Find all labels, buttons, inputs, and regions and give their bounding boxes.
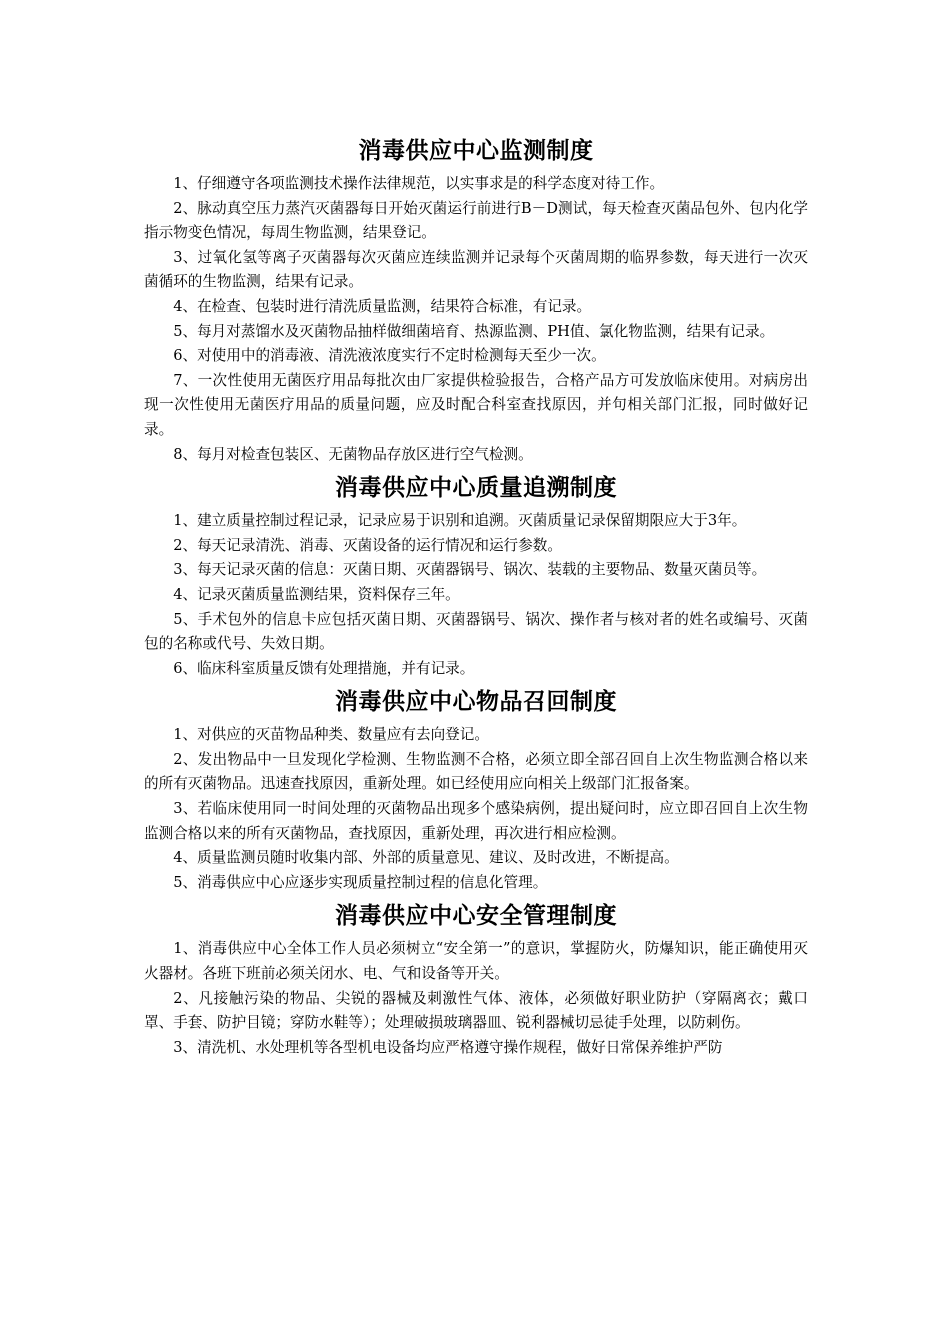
paragraph: 1、建立质量控制过程记录，记录应易于识别和追溯。灭菌质量记录保留期限应大于3年。 (173, 512, 747, 530)
paragraph: 3、清洗机、水处理机等各型机电设备均应严格遵守操作规程，做好日常保养维护严防 (173, 1038, 723, 1056)
section-title: 消毒供应中心物品召回制度 (335, 689, 617, 716)
paragraph: 2、发出物品中一旦发现化学检测、生物监测不合格，必须立即全部召回自上次生物监测合格以来的所有灭菌物品。迅速查找原因，重新处理。如已经使用应向相关上级部门汇报备案。 (144, 750, 808, 793)
paragraph: 1、消毒供应中心全体工作人员必须树立“安全第一”的意识，掌握防火，防爆知识，能正确使用灭火器材。各班下班前必须关闭水、电、气和设备等开关。 (144, 940, 808, 983)
section-title: 消毒供应中心监测制度 (358, 138, 594, 164)
paragraph: 8、每月对检查包装区、无菌物品存放区进行空气检测。 (173, 445, 533, 463)
paragraph: 2、脉动真空压力蒸汽灭菌器每日开始灭菌运行前进行B－D测试，每天检查灭菌品包外、包内化学指示物变色情况，每周生物监测，结果登记。 (144, 199, 808, 242)
document-body (144, 130, 808, 1060)
paragraph: 5、消毒供应中心应逐步实现质量控制过程的信息化管理。 (173, 873, 548, 891)
paragraph: 1、仔细遵守各项监测技术操作法律规范，以实事求是的科学态度对待工作。 (173, 175, 665, 192)
section-monitoring (144, 130, 808, 467)
paragraph: 6、临床科室质量反馈有处理措施，并有记录。 (173, 659, 475, 677)
paragraph: 7、一次性使用无菌医疗用品每批次由厂家提供检验报告，合格产品方可发放临床使用。对病房出现一次性使用无菌医疗用品的质量问题，应及时配合科室查找原因，并句相关部门汇报，同时做好记录。 (144, 371, 808, 438)
section-title: 消毒供应中心安全管理制度 (335, 903, 617, 930)
paragraph: 2、凡接触污染的物品、尖锐的器械及刺激性气体、液体，必须做好职业防护（穿隔离衣；戴口罩、手套、防护目镜；穿防水鞋等）；处理破损玻璃器皿、锐利器械切忌徒手处理，以防刺伤。 (144, 989, 808, 1032)
paragraph: 3、每天记录灭菌的信息：灭菌日期、灭菌器锅号、锅次、装载的主要物品、数量灭菌员等。 (173, 561, 767, 579)
paragraph: 4、质量监测员随时收集内部、外部的质量意见、建议、及时改进，不断提高。 (173, 849, 679, 867)
paragraph: 5、每月对蒸馏水及灭菌物品抽样做细菌培育、热源监测、PH值、氯化物监测，结果有记录。 (173, 322, 775, 340)
paragraph: 6、对使用中的消毒液、清洗液浓度实行不定时检测每天至少一次。 (173, 347, 606, 365)
paragraph: 5、手术包外的信息卡应包括灭菌日期、灭菌器锅号、锅次、操作者与核对者的姓名或编号、灭菌包的名称或代号、失效日期。 (144, 610, 808, 653)
paragraph: 2、每天记录清洗、消毒、灭菌设备的运行情况和运行参数。 (173, 536, 562, 554)
paragraph: 4、在检查、包装时进行清洗质量监测，结果符合标准，有记录。 (173, 297, 592, 315)
paragraph: 4、记录灭菌质量监测结果，资料保存三年。 (173, 585, 460, 603)
section-recall (144, 681, 808, 895)
paragraph: 1、对供应的灭苗物品种类、数量应有去向登记。 (173, 726, 489, 744)
paragraph: 3、若临床使用同一时间处理的灭菌物品出现多个感染病例，提出疑问时，应立即召回自上次生物监测合格以来的所有灭菌物品，查找原因，重新处理，再次进行相应检测。 (144, 800, 808, 842)
paragraph: 3、过氧化氢等离子灭菌器每次灭菌应连续监测并记录每个灭菌周期的临界参数，每天进行一次灭菌循环的生物监测，结果有记录。 (144, 248, 808, 291)
section-safety (144, 895, 808, 1060)
section-title: 消毒供应中心质量追溯制度 (335, 475, 617, 502)
section-quality-tracing (144, 467, 808, 681)
